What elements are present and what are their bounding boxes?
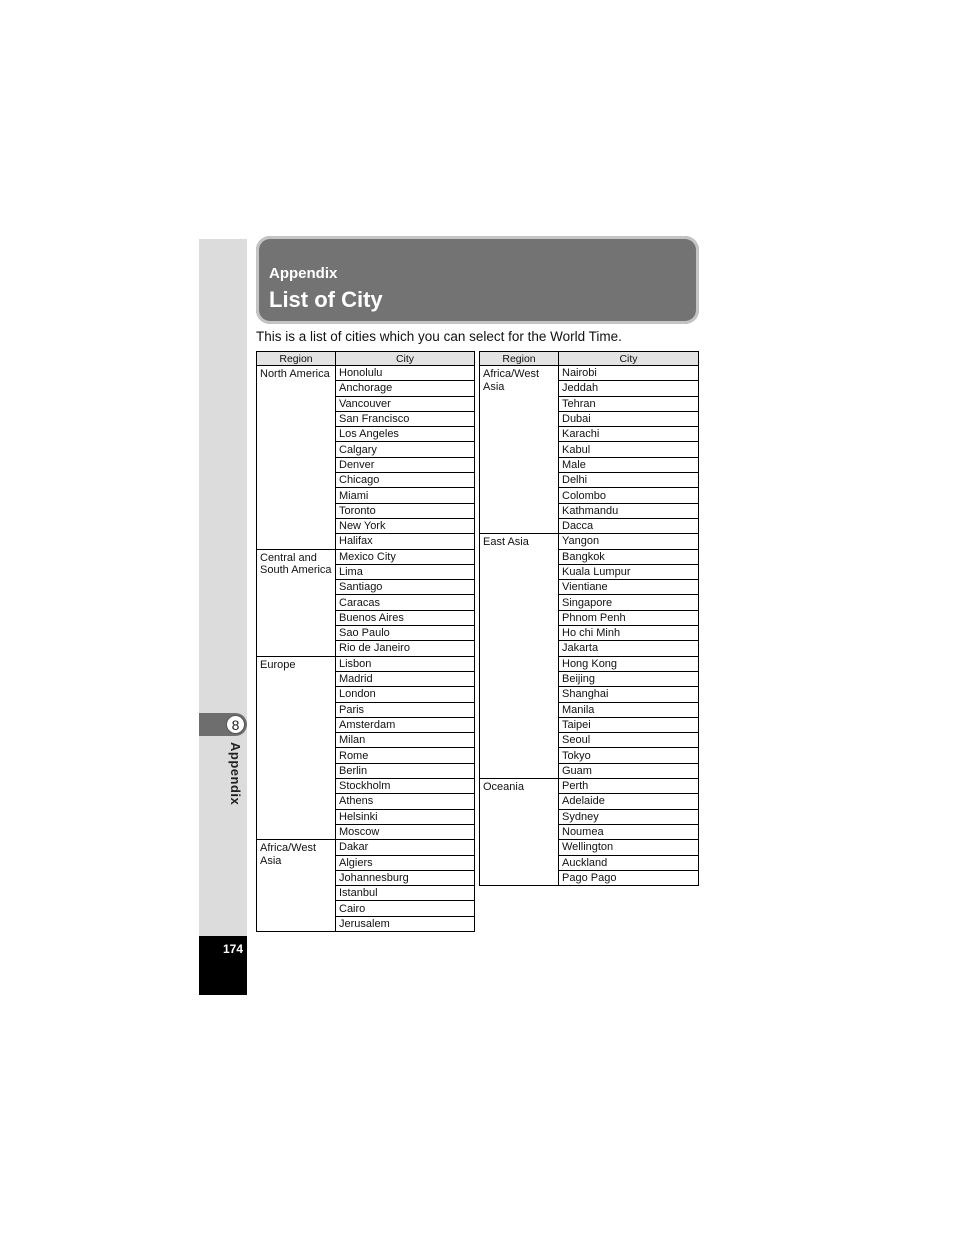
city-cell: Calgary bbox=[336, 442, 475, 457]
city-cell: Tehran bbox=[559, 396, 699, 411]
city-cell: Athens bbox=[336, 794, 475, 809]
city-cell: Halifax bbox=[336, 534, 475, 549]
city-cell: Auckland bbox=[559, 855, 699, 870]
city-cell: Rio de Janeiro bbox=[336, 641, 475, 656]
city-cell: Perth bbox=[559, 779, 699, 794]
city-cell: Johannesburg bbox=[336, 870, 475, 885]
city-cell: San Francisco bbox=[336, 411, 475, 426]
city-cell: Caracas bbox=[336, 595, 475, 610]
city-cell: Istanbul bbox=[336, 886, 475, 901]
region-column-header: Region bbox=[480, 352, 559, 366]
city-cell: Moscow bbox=[336, 824, 475, 839]
city-cell: Vancouver bbox=[336, 396, 475, 411]
region-cell: Oceania bbox=[480, 779, 559, 886]
region-cell: North America bbox=[257, 366, 336, 550]
city-cell: Hong Kong bbox=[559, 656, 699, 671]
city-column-header: City bbox=[559, 352, 699, 366]
city-cell: Algiers bbox=[336, 855, 475, 870]
city-cell: Manila bbox=[559, 702, 699, 717]
city-cell: Helsinki bbox=[336, 809, 475, 824]
section-label: Appendix bbox=[269, 265, 338, 282]
page-number-box bbox=[199, 936, 247, 995]
city-column-header: City bbox=[336, 352, 475, 366]
table-row bbox=[480, 779, 699, 794]
city-cell: Shanghai bbox=[559, 687, 699, 702]
city-cell: Guam bbox=[559, 763, 699, 778]
city-table-right bbox=[479, 351, 699, 886]
page-title: List of City bbox=[269, 287, 383, 312]
city-cell: Nairobi bbox=[559, 366, 699, 381]
city-cell: Denver bbox=[336, 457, 475, 472]
city-cell: Ho chi Minh bbox=[559, 626, 699, 641]
city-table-left bbox=[256, 351, 475, 932]
city-cell: Madrid bbox=[336, 671, 475, 686]
region-cell: Europe bbox=[257, 656, 336, 840]
city-cell: Singapore bbox=[559, 595, 699, 610]
city-cell: Honolulu bbox=[336, 366, 475, 381]
city-cell: Santiago bbox=[336, 580, 475, 595]
city-cell: Yangon bbox=[559, 534, 699, 549]
city-cell: Buenos Aires bbox=[336, 610, 475, 625]
city-cell: New York bbox=[336, 518, 475, 533]
region-cell: Africa/West Asia bbox=[257, 840, 336, 932]
city-cell: Sydney bbox=[559, 809, 699, 824]
city-cell: Chicago bbox=[336, 473, 475, 488]
chapter-number: 8 bbox=[226, 715, 245, 734]
city-cell: Tokyo bbox=[559, 748, 699, 763]
city-cell: Noumea bbox=[559, 824, 699, 839]
city-cell: Cairo bbox=[336, 901, 475, 916]
city-cell: Male bbox=[559, 457, 699, 472]
region-cell: Africa/West Asia bbox=[480, 366, 559, 534]
section-header bbox=[256, 236, 699, 324]
side-strip bbox=[199, 239, 247, 936]
city-cell: Milan bbox=[336, 733, 475, 748]
table-row bbox=[257, 366, 475, 381]
table-row bbox=[480, 534, 699, 549]
city-cell: Paris bbox=[336, 702, 475, 717]
city-cell: Dacca bbox=[559, 518, 699, 533]
city-cell: Taipei bbox=[559, 717, 699, 732]
city-cell: Adelaide bbox=[559, 794, 699, 809]
city-cell: Colombo bbox=[559, 488, 699, 503]
city-cell: Vientiane bbox=[559, 580, 699, 595]
city-cell: Berlin bbox=[336, 763, 475, 778]
city-cell: Rome bbox=[336, 748, 475, 763]
city-cell: Anchorage bbox=[336, 381, 475, 396]
table-row bbox=[257, 656, 475, 671]
city-cell: Karachi bbox=[559, 427, 699, 442]
city-cell: Kabul bbox=[559, 442, 699, 457]
city-cell: Lima bbox=[336, 564, 475, 579]
city-cell: Delhi bbox=[559, 473, 699, 488]
region-cell: East Asia bbox=[480, 534, 559, 779]
city-cell: Kuala Lumpur bbox=[559, 564, 699, 579]
city-cell: Los Angeles bbox=[336, 427, 475, 442]
city-cell: Stockholm bbox=[336, 779, 475, 794]
city-cell: Pago Pago bbox=[559, 870, 699, 885]
city-cell: Jakarta bbox=[559, 641, 699, 656]
table-header-row bbox=[480, 352, 699, 366]
region-column-header: Region bbox=[257, 352, 336, 366]
region-cell: Central and South America bbox=[257, 549, 336, 656]
city-cell: Dubai bbox=[559, 411, 699, 426]
city-cell: Beijing bbox=[559, 671, 699, 686]
table-row bbox=[257, 549, 475, 564]
table-row bbox=[480, 366, 699, 381]
chapter-label: Appendix bbox=[228, 742, 243, 806]
city-cell: Amsterdam bbox=[336, 717, 475, 732]
city-cell: Bangkok bbox=[559, 549, 699, 564]
city-cell: Lisbon bbox=[336, 656, 475, 671]
city-cell: Wellington bbox=[559, 840, 699, 855]
city-cell: Phnom Penh bbox=[559, 610, 699, 625]
city-cell: Seoul bbox=[559, 733, 699, 748]
city-cell: Miami bbox=[336, 488, 475, 503]
city-cell: Sao Paulo bbox=[336, 626, 475, 641]
city-cell: Kathmandu bbox=[559, 503, 699, 518]
city-cell: Toronto bbox=[336, 503, 475, 518]
city-cell: London bbox=[336, 687, 475, 702]
city-cell: Mexico City bbox=[336, 549, 475, 564]
page-number: 174 bbox=[222, 942, 243, 956]
table-header-row bbox=[257, 352, 475, 366]
city-cell: Jerusalem bbox=[336, 916, 475, 931]
intro-text: This is a list of cities which you can select for the World Time. bbox=[256, 329, 622, 344]
table-row bbox=[257, 840, 475, 855]
city-cell: Jeddah bbox=[559, 381, 699, 396]
city-cell: Dakar bbox=[336, 840, 475, 855]
